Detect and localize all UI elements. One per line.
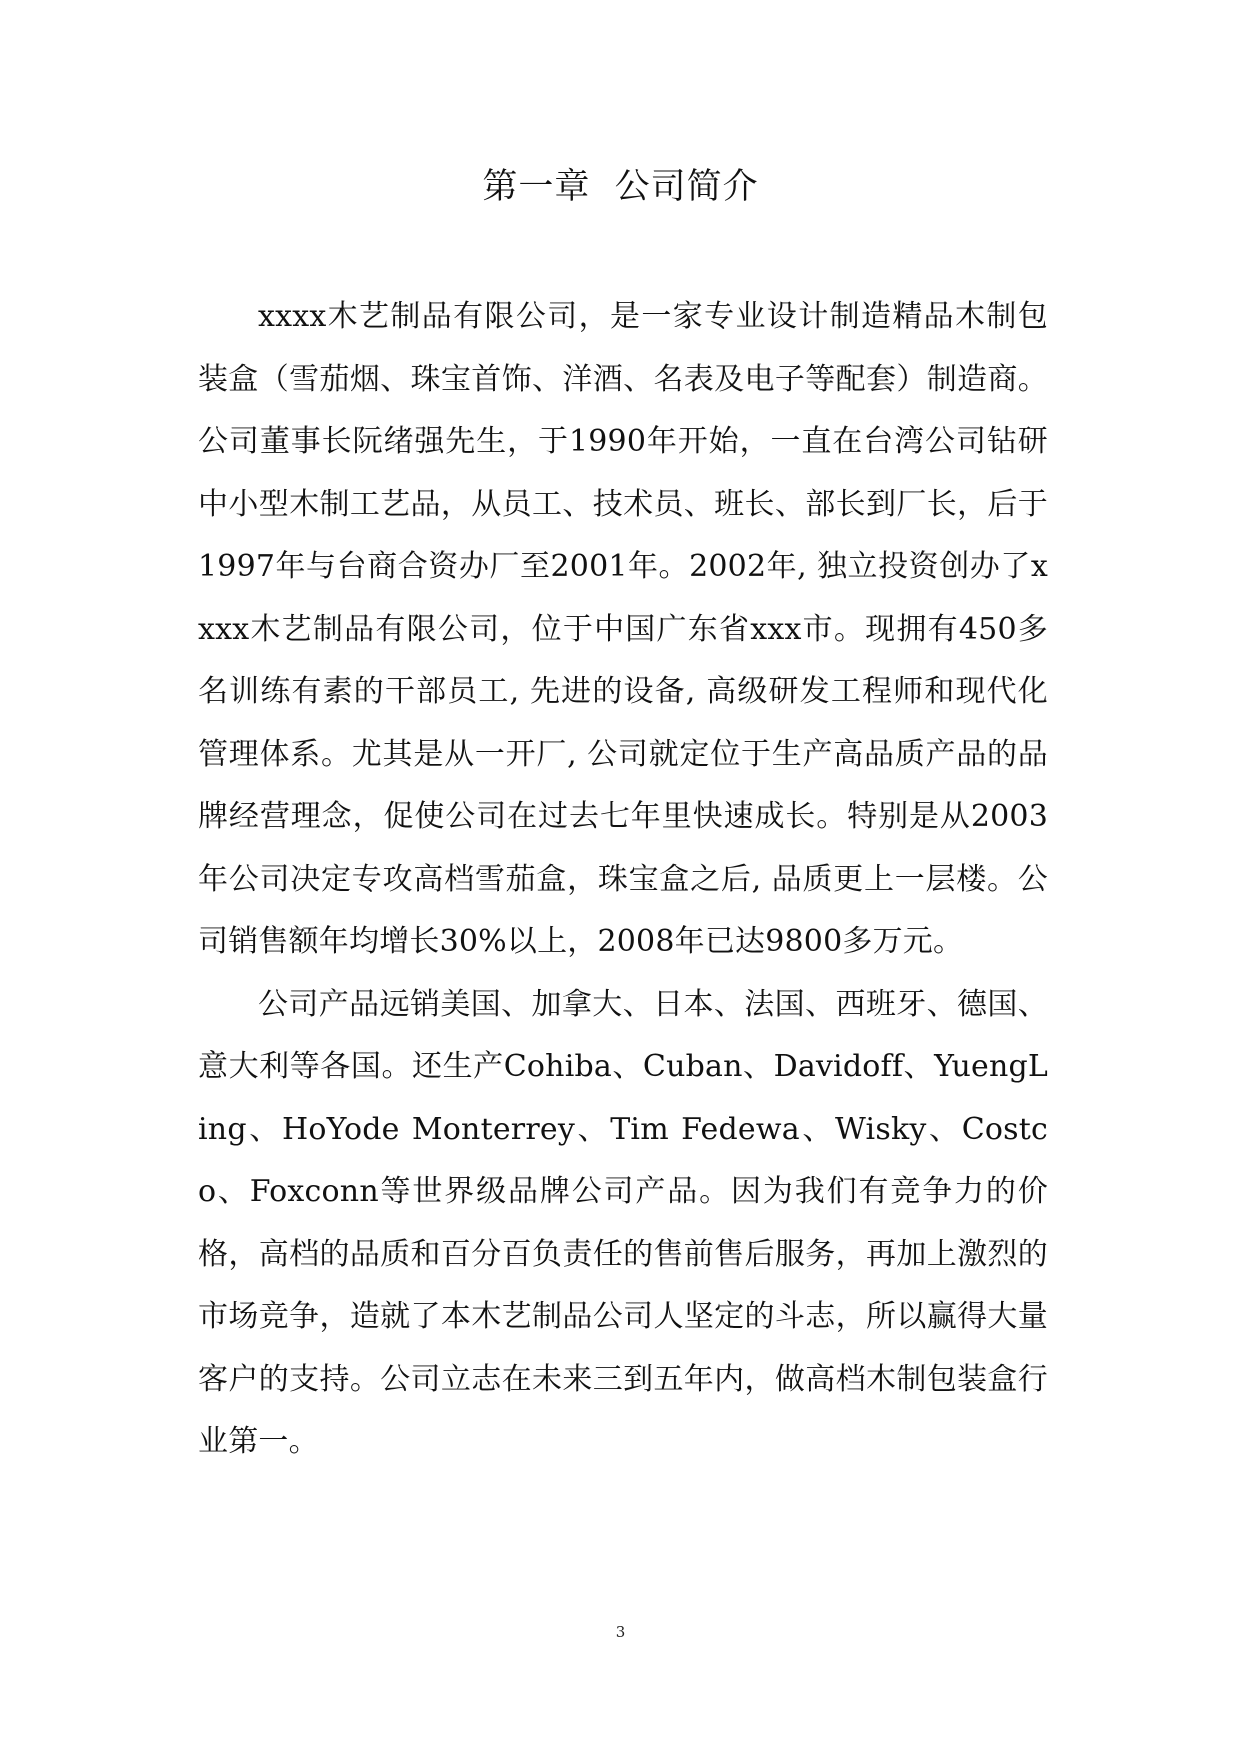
page-number: 3 xyxy=(615,1623,626,1641)
body-text xyxy=(198,286,1048,1474)
chapter-title: 第一章 公司简介 xyxy=(482,167,759,207)
paragraph-markets-and-clients: 公司产品远销美国、加拿大、日本、法国、西班牙、德国、意大利等各国。还生产Cohiba、Cuban、Davidoff、YuengLing、HoYode Monterrey、Tim Fedewa、Wisky、Costco、Foxconn等世界级品牌公司产品。因为我们有竞争力的价格，高档的品质和百分百负责任的售前售后服务，再加上激烈的市场竞争，造就了本木艺制品公司人坚定的斗志，所以赢得大量客户的支持。公司立志在未来三到五年内，做高档木制包装盒行业第一。 xyxy=(198,986,1048,1459)
paragraph-company-overview: xxxx木艺制品有限公司，是一家专业设计制造精品木制包装盒（雪茄烟、珠宝首饰、洋酒、名表及电子等配套）制造商。公司董事长阮绪强先生，于1990年开始，一直在台湾公司钻研中小型木制工艺品，从员工、技术员、班长、部长到厂长，后于1997年与台商合资办厂至2001年。2002年, 独立投资创办了xxxx木艺制品有限公司，位于中国广东省xxx市。现拥有450多名训练有素的干部员工, 先进的设备, 高级研发工程师和现代化管理体系。尤其是从一开厂, 公司就定位于生产高品质产品的品牌经营理念，促使公司在过去七年里快速成长。特别是从2003年公司决定专攻高档雪茄盒，珠宝盒之后, 品质更上一层楼。公司销售额年均增长30%以上，2008年已达9800多万元。 xyxy=(198,299,1048,959)
